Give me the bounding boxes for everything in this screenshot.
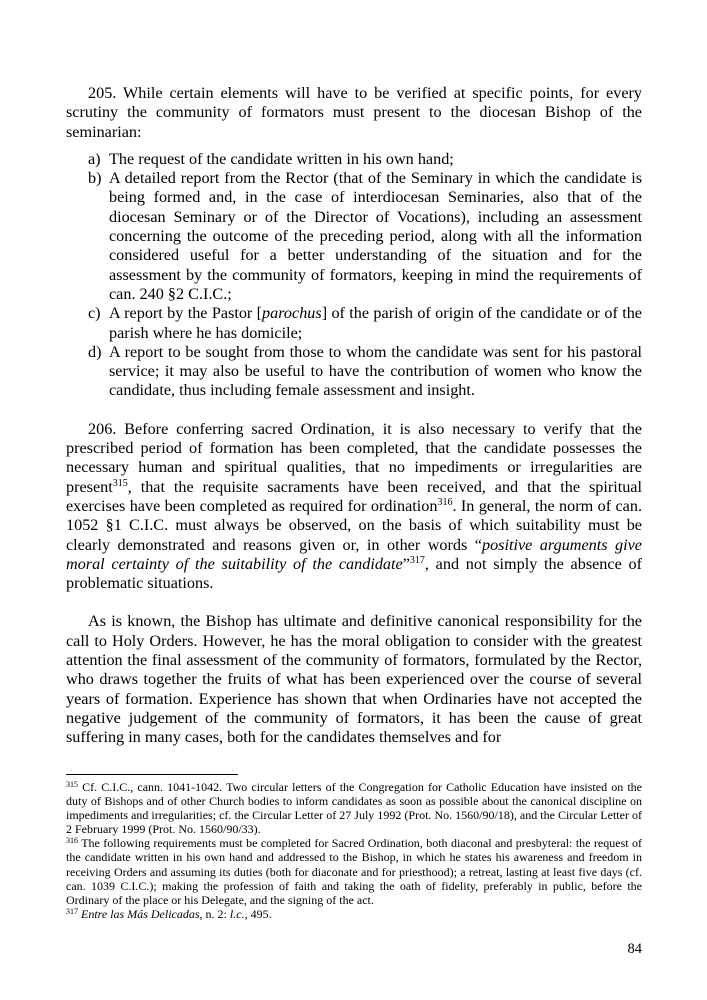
footnote-divider: [66, 774, 238, 775]
page-number: 84: [627, 941, 642, 957]
paragraph-206: [66, 420, 642, 594]
footnote-number: 315: [66, 780, 78, 789]
close-quote: ”: [402, 554, 410, 573]
footnote-title: Entre las Más Delicadas: [81, 906, 200, 921]
quote-text: positive arguments give moral certainty of the suitability of the candidate: [66, 535, 642, 573]
list-marker: c): [88, 304, 101, 323]
footnote-ref-315[interactable]: 315: [112, 477, 128, 489]
footnote-text: , 495.: [244, 906, 272, 921]
paragraph-text: . In general, the norm of can. 1052 §1 C.I.C. must always be observed, on the basis of which suitability must be clearly demonstrated and reasons given or, in other words “: [66, 496, 642, 554]
paragraph-text: , that the requisite sacraments have been received, and that the spiritual exercises have been completed as required for ordination: [66, 477, 642, 515]
footnote-ref-317[interactable]: 317: [409, 554, 425, 566]
footnote-316: [66, 836, 642, 906]
list-marker: d): [88, 342, 102, 361]
requirements-list: [66, 150, 642, 401]
list-item-text-after: ] of the parish of origin of the candidate or of the parish where he has domicile;: [109, 304, 642, 342]
footnote-ref-316[interactable]: 316: [437, 496, 453, 508]
list-marker: a): [88, 149, 101, 168]
footnote-text: The following requirements must be completed for Sacred Ordination, both diaconal and presbyteral: the request of the candidate written in his own hand and addressed to the Bishop, in which he states his awareness and freedom in receiving Orders and assuming its duties (both for diaconate and for priesthood); a retreat, lasting at least five days (cf. can. 1039 C.I.C.); making the profession of faith and taking the oath of fidelity, preferably in public, before the Ordinary of the place or his Delegate, and the signing of the act.: [66, 836, 642, 907]
list-item-c: [66, 304, 642, 343]
footnote-text: Cf. C.I.C., cann. 1041-1042. Two circular letters of the Congregation for Catholic Education have insisted on the duty of Bishops and of other Church bodies to inform candidates as soon as possible about the canonical discipline on impediments and irregularities; cf. the Circular Letter of 27 July 1992 (Prot. No. 1560/90/18), and the Circular Letter of 2 February 1999 (Prot. No. 1560/90/33).: [66, 780, 642, 837]
footnote-number: 317: [66, 906, 78, 916]
list-item-text-before: A report by the Pastor [: [109, 304, 263, 323]
paragraph-205: 205. While certain elements will have to be verified at specific points, for every scrutiny the community of formators must present to the diocesan Bishop of the seminarian:: [66, 84, 642, 141]
footnotes: [66, 780, 642, 921]
list-item-b: [66, 169, 642, 304]
footnote-text: , n. 2:: [199, 906, 230, 921]
footnote-315: [66, 780, 642, 836]
paragraph-text: , and not simply the absence of problematic situations.: [66, 554, 642, 593]
list-item-italic: parochus: [262, 304, 322, 323]
list-item-a: [66, 150, 642, 169]
list-marker: b): [88, 169, 102, 188]
list-item-text: A report to be sought from those to whom the candidate was sent for his pastoral service; it may also be useful to have the contribution of women who know the candidate, thus including female assessment and insight.: [109, 342, 642, 400]
footnote-317: [66, 907, 642, 921]
footnote-ref-abbrev: l.c.: [229, 906, 245, 921]
list-item-text: A detailed report from the Rector (that of the Seminary in which the candidate is being formed and, in the case of interdiocesan Seminaries, also that of the diocesan Seminary or of the Director of Vocations), including an assessment concerning the outcome of the preceding period, along with all the information considered useful for a better understanding of the situation and for the assessment by the community of formators, keeping in mind the requirements of can. 240 §2 C.I.C.;: [109, 169, 642, 303]
list-item-text: The request of the candidate written in his own hand;: [109, 149, 454, 168]
page-body: [66, 84, 642, 748]
list-item-d: [66, 343, 642, 401]
paragraph-bishop-responsibility: As is known, the Bishop has ultimate and definitive canonical responsibility for the call to Holy Orders. However, he has the moral obligation to consider with the greatest attention the final assessment of the community of formators, formulated by the Rector, who draws together the fruits of what has been experienced over the course of several years of formation. Experience has shown that when Ordinaries have not accepted the negative judgement of the community of formators, it has been the cause of great suffering in many cases, both for the candidates themselves and for: [66, 612, 642, 747]
footnote-number: 316: [66, 836, 78, 846]
paragraph-text: 206. Before conferring sacred Ordination, it is also necessary to verify that the prescribed period of formation has been completed, that the candidate possesses the necessary human and spiritual qualities, that no impediments or irregularities are present: [66, 419, 642, 496]
